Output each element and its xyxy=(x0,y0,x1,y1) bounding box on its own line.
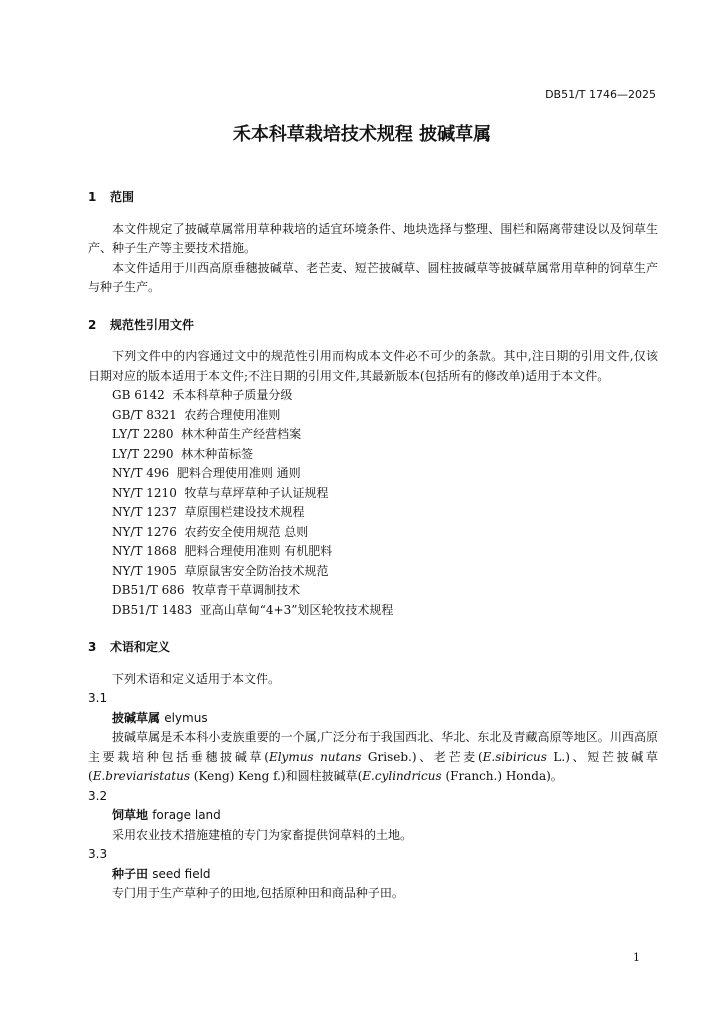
reference-item: NY/T 1276 农药安全使用规范 总则 xyxy=(112,524,309,539)
term-zh: 披碱草属 xyxy=(112,710,161,725)
section-number: 2 xyxy=(88,317,97,332)
paragraph: 本文件规定了披碱草属常用草种栽培的适宜环境条件、地块选择与整理、围栏和隔离带建设以及饲草生产、种子生产等主要技术措施。 xyxy=(88,221,658,255)
term-definition: 采用农业技术措施建植的专门为家畜提供饲草料的土地。 xyxy=(112,827,413,842)
term-number: 3.3 xyxy=(88,847,108,861)
term-title xyxy=(88,865,658,885)
term-definition: 专门用于生产草种子的田地,包括原种田和商品种子田。 xyxy=(112,886,404,900)
paragraph: 本文件适用于川西高原垂穗披碱草、老芒麦、短芒披碱草、圆柱披碱草等披碱草属常用草种的饲草生产与种子生产。 xyxy=(88,260,658,294)
definition-text: Griseb.)、老芒麦( xyxy=(361,749,483,764)
reference-item: DB51/T 1483 亚高山草甸“4+3”划区轮牧技术规程 xyxy=(112,602,394,617)
definition-text: (Franch.) Honda)。 xyxy=(441,769,563,783)
reference-item: NY/T 1868 肥料合理使用准则 有机肥料 xyxy=(112,544,333,558)
term-definition xyxy=(88,728,658,787)
reference-item: GB 6142 禾本科草种子质量分级 xyxy=(112,388,293,402)
term-en: forage land xyxy=(152,808,221,822)
species-name: Elymus nutans xyxy=(268,749,362,764)
section-number: 3 xyxy=(88,640,97,654)
term-en: elymus xyxy=(164,710,208,725)
document-number: DB51/T 1746—2025 xyxy=(545,88,656,101)
species-name: E.breviaristatus xyxy=(92,769,190,783)
definition-text: 披碱草属是禾本科小麦族重要的一个属,广泛分布于我国西北、华北、东北及青藏高原等地区。川西高原主要栽培种包括垂穗披碱草( xyxy=(88,730,658,764)
reference-item: DB51/T 686 牧草青干草调制技术 xyxy=(112,583,301,597)
paragraph: 下列术语和定义适用于本文件。 xyxy=(112,671,281,686)
section-heading-terms xyxy=(88,638,658,658)
page-number: 1 xyxy=(633,951,640,964)
term-title xyxy=(88,709,658,729)
species-name: E.cylindricus xyxy=(362,769,442,783)
section-heading-normative-references xyxy=(88,316,658,336)
section-number: 1 xyxy=(88,190,97,204)
term-number: 3.2 xyxy=(88,788,108,803)
section-title: 范围 xyxy=(110,190,135,204)
reference-item: LY/T 2280 林木种苗生产经营档案 xyxy=(112,427,302,441)
paragraph: 下列文件中的内容通过文中的规范性引用而构成本文件必不可少的条款。其中,注日期的引用文件,仅该日期对应的版本适用于本文件;不注日期的引用文件,其最新版本(包括所有的修改单)适用于本文件。 xyxy=(88,349,658,383)
reference-item: NY/T 1210 牧草与草坪草种子认证规程 xyxy=(112,485,329,500)
reference-item: NY/T 496 肥料合理使用准则 通则 xyxy=(112,466,301,480)
species-name: E.sibiricus xyxy=(482,749,547,764)
reference-item: GB/T 8321 农药合理使用准则 xyxy=(112,407,281,422)
page-title: 禾本科草栽培技术规程 披碱草属 xyxy=(232,124,492,145)
term-title xyxy=(88,806,658,826)
definition-text: L.)、短芒披碱草( xyxy=(88,749,658,783)
section-heading-scope xyxy=(88,188,658,208)
section-title: 术语和定义 xyxy=(110,640,171,654)
term-zh: 种子田 xyxy=(112,866,149,881)
term-en: seed field xyxy=(152,866,211,881)
reference-item: NY/T 1237 草原围栏建设技术规程 xyxy=(112,505,305,519)
reference-list xyxy=(88,386,658,620)
term-number: 3.1 xyxy=(88,691,108,705)
document-body xyxy=(88,188,658,904)
section-title: 规范性引用文件 xyxy=(110,317,195,332)
term-zh: 饲草地 xyxy=(112,808,149,822)
definition-text: (Keng) Keng f.)和圆柱披碱草( xyxy=(189,769,363,783)
reference-item: NY/T 1905 草原鼠害安全防治技术规范 xyxy=(112,563,329,578)
reference-item: LY/T 2290 林木种苗标签 xyxy=(112,446,254,461)
